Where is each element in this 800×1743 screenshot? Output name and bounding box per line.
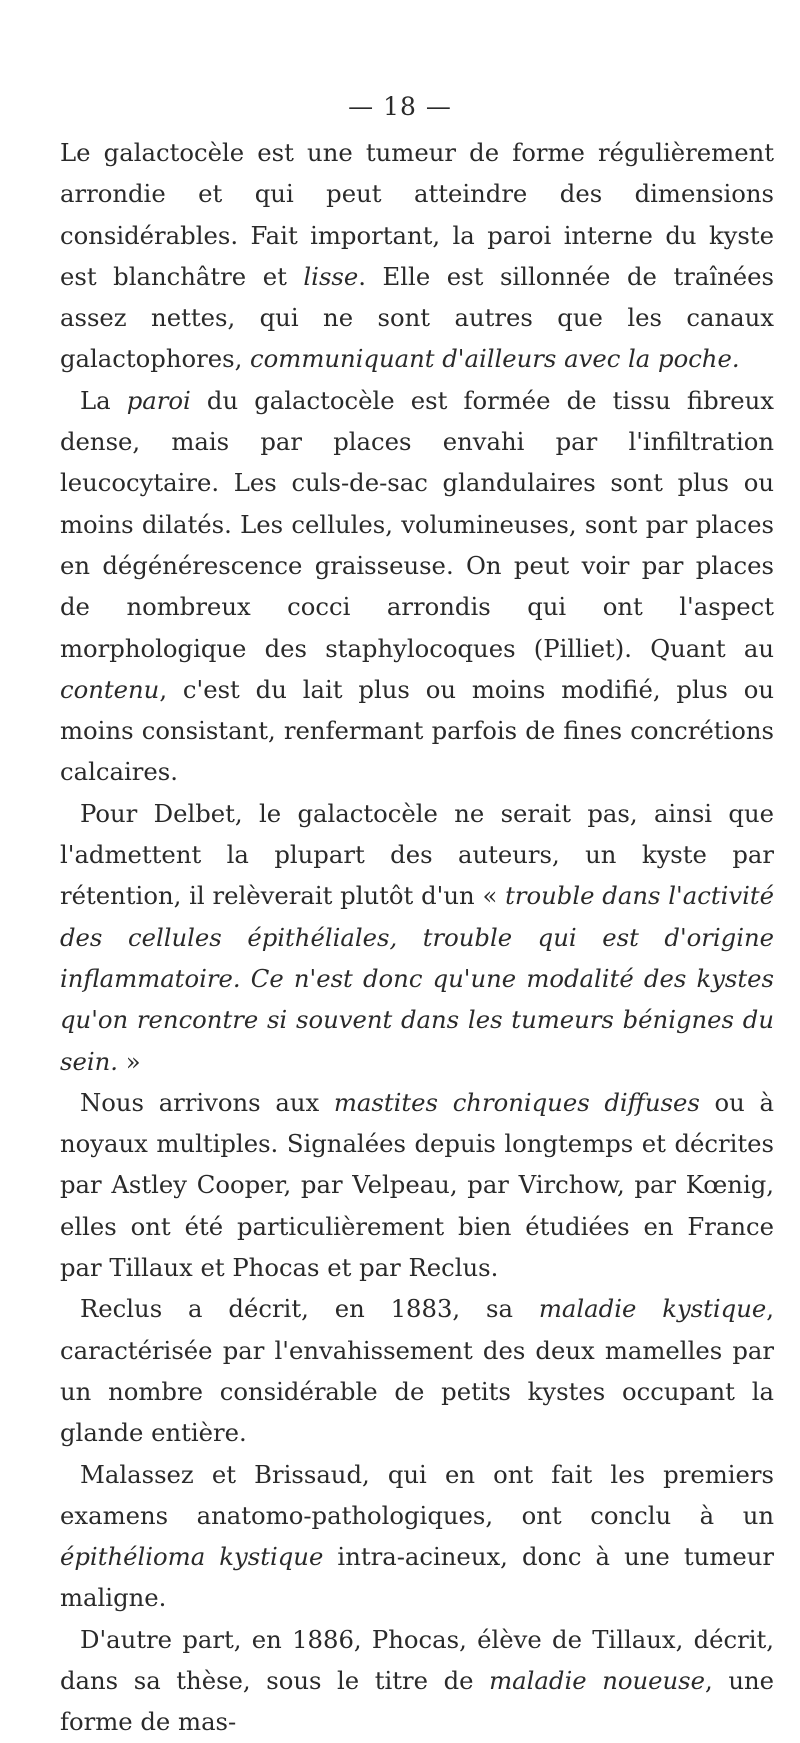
text-segment: , caractérisée par l'envahissement des deux mamelles par un nombre considérable de petits kystes occupant la glande entière. [60,1294,774,1448]
text-segment: du galactocèle est formée de tissu fibreux dense, mais par places envahi par l'infiltration leucocytaire. Les culs-de-sac glandulaires sont plus ou moins dilatés. Les cellules, volumineuses, sont par places en dégénérescence graisseuse. On peut voir par places de nombreux cocci arrondis qui ont l'aspect morphologique des staphylocoques (Pilliet). Quant au [60,385,774,663]
text-segment: , une forme de mas- [60,1665,774,1737]
text-segment: D'autre part, en 1886, Phocas, élève de Tillaux, décrit, dans sa thèse, sous le titre de [60,1624,774,1695]
italic-text-segment: maladie kystique [538,1294,767,1324]
italic-text-segment: maladie noueuse [489,1665,706,1695]
italic-text-segment: paroi [126,385,191,415]
paragraph-delbet [60,793,774,1082]
italic-text-segment: trouble dans l'activité des cellules épithéliales, trouble qui est d'origine inflammatoire. Ce n'est donc qu'une modalité des kystes qu'on rencontre si souvent dans les tumeurs bénignes du sein. [60,881,774,1076]
italic-text-segment: communiquant d'ailleurs avec la poche. [250,344,740,374]
text-segment: Pour Delbet, le galactocèle ne serait pas, ainsi que l'admettent la plupart des auteurs, un kyste par rétention, il relèverait plutôt d'un « [60,798,774,911]
text-segment: , c'est du lait plus ou moins modifié, plus ou moins consistant, renfermant parfois de fines concrétions calcaires. [60,674,774,787]
paragraph-paroi [60,380,774,793]
text-segment: La [80,385,127,415]
text-segment: ou à noyaux multiples. Signalées depuis longtemps et décrites par Astley Cooper, par Velpeau, par Virchow, par Kœnig, elles ont été particulièrement bien étudiées en France par Tillaux et Phocas et par Reclus. [60,1087,774,1283]
paragraph-malassez [60,1454,774,1619]
page-number: — 18 — [348,92,452,121]
text-segment: Nous arrivons aux [80,1087,334,1117]
body-text [60,132,774,1743]
text-segment: . Elle est sillonnée de traînées assez nettes, qui ne sont autres que les canaux galactophores, [60,261,774,374]
paragraph-reclus [60,1288,774,1453]
text-segment: » [118,1046,141,1076]
paragraph-mastites [60,1082,774,1288]
text-segment: Malassez et Brissaud, qui en ont fait les premiers examens anatomo-pathologiques, ont conclu à un [60,1459,774,1530]
text-segment: intra-acineux, donc à une tumeur maligne. [60,1542,774,1613]
italic-text-segment: épithélioma kystique [60,1542,324,1572]
italic-text-segment: lisse [303,261,359,291]
text-segment: Reclus a décrit, en 1883, sa [80,1294,539,1324]
paragraph-galactocele-description [60,132,774,380]
paragraph-phocas [60,1619,774,1743]
italic-text-segment: mastites chroniques diffuses [333,1087,700,1117]
text-segment: Le galactocèle est une tumeur de forme régulièrement arrondie et qui peut atteindre des dimensions considérables. Fait important, la paroi interne du kyste est blanchâtre et [60,138,774,291]
italic-text-segment: contenu [60,674,160,704]
